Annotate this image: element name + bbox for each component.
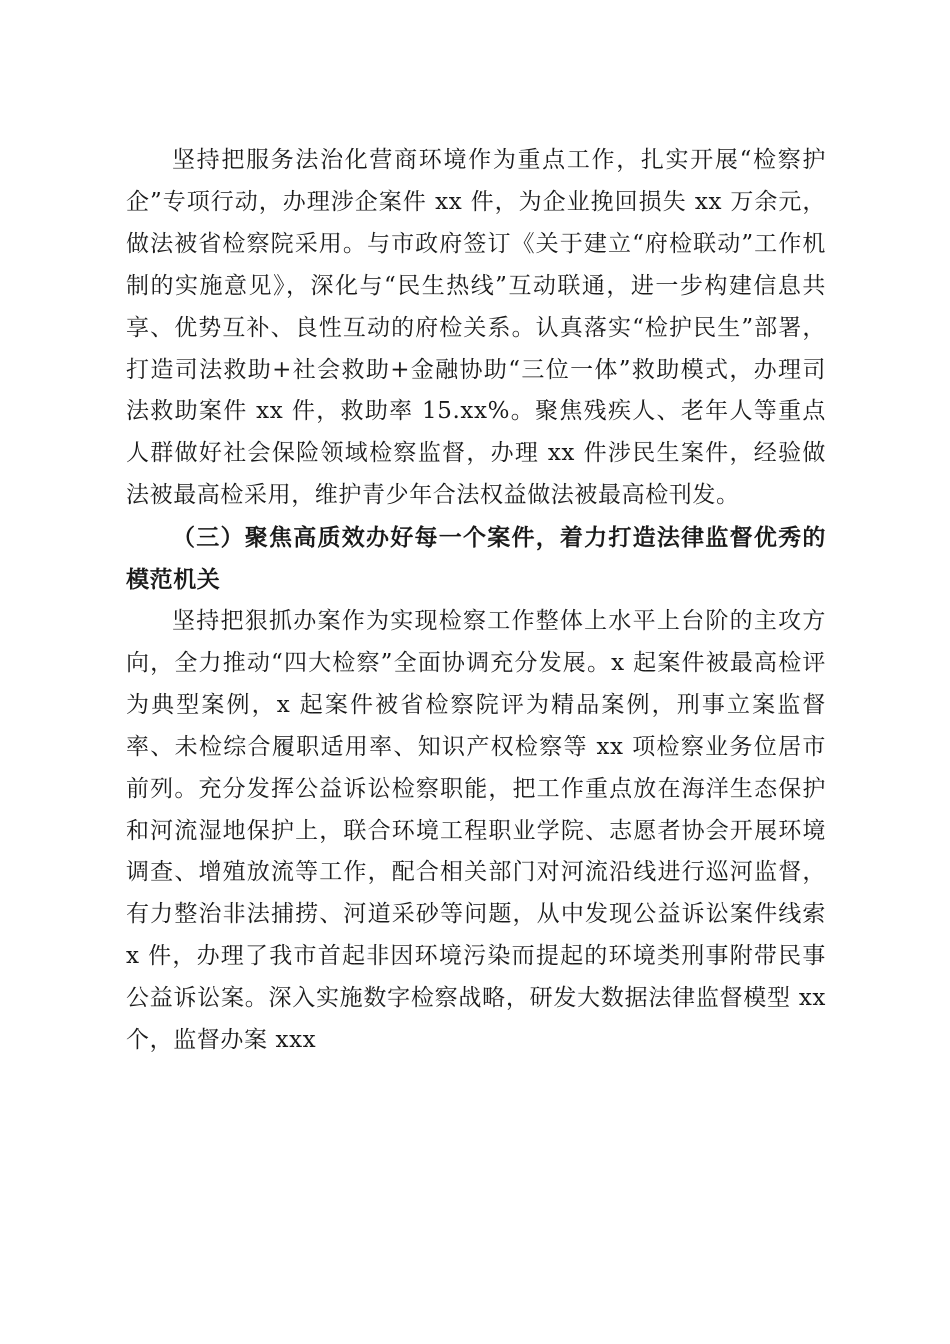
body-paragraph-case-handling: 坚持把狠抓办案作为实现检察工作整体上水平上台阶的主攻方向，全力推动“四大检察”全面协调充分发展。x 起案件被最高检评为典型案例，x 起案件被省检察院评为精品案例，刑事立案监督率、未检综合履职适用率、知识产权检察等 xx 项检察业务位居市前列。充分发挥公益诉讼检察职能，把工作重点放在海洋生态保护和河流湿地保护上，联合环境工程职业学院、志愿者协会开展环境调查、增殖放流等工作，配合相关部门对河流沿线进行巡河监督，有力整治非法捕捞、河道采砂等问题，从中发现公益诉讼案件线索 x 件，办理了我市首起非因环境污染而提起的环境类刑事附带民事公益诉讼案。深入实施数字检察战略，研发大数据法律监督模型 xx 个，监督办案 xxx bbox=[126, 607, 826, 1054]
document-body bbox=[126, 140, 826, 1062]
section-heading-three: （三）聚焦高质效办好每一个案件，着力打造法律监督优秀的模范机关 bbox=[126, 524, 826, 594]
body-paragraph-service-environment: 坚持把服务法治化营商环境作为重点工作，扎实开展“检察护企”专项行动，办理涉企案件 xx 件，为企业挽回损失 xx 万余元，做法被省检察院采用。与市政府签订《关于建立“府检联动”工作机制的实施意见》，深化与“民生热线”互动联通，进一步构建信息共享、优势互补、良性互动的府检关系。认真落实“检护民生”部署，打造司法救助+社会救助+金融协助“三位一体”救助模式，办理司法救助案件 xx 件，救助率 15.xx%。聚焦残疾人、老年人等重点人群做好社会保险领域检察监督，办理 xx 件涉民生案件，经验做法被最高检采用，维护青少年合法权益做法被最高检刊发。 bbox=[126, 147, 826, 509]
